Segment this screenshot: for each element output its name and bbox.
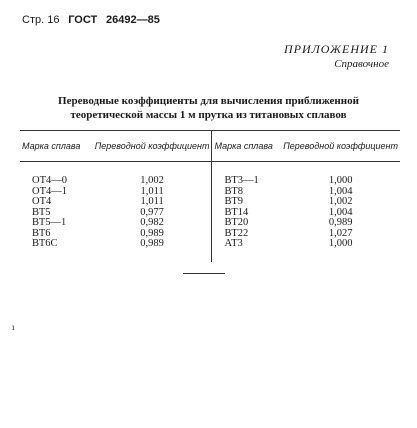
table-row <box>20 176 400 187</box>
header-alloy-grade-1: Марка сплава <box>20 131 93 162</box>
table-row <box>20 218 400 229</box>
table-row <box>20 197 400 208</box>
coefficient-cell: 1,002 <box>93 176 212 187</box>
coefficient-cell: 0,989 <box>93 239 212 262</box>
coefficient-cell: 1,027 <box>328 227 353 239</box>
coefficient-cell: 1,011 <box>93 197 212 208</box>
alloy-grade-cell: ВТ6С <box>32 238 58 249</box>
alloy-grade-cell: АТ3 <box>224 238 243 249</box>
alloy-grade-cell: ВТ9 <box>224 196 243 207</box>
page-header <box>22 14 160 26</box>
coefficient-cell: 1,002 <box>328 196 353 207</box>
standard-label: ГОСТ <box>68 14 98 26</box>
table-header-row <box>20 131 400 162</box>
header-alloy-grade-2: Марка сплава <box>212 131 281 162</box>
appendix-title: ПРИЛОЖЕНИЕ 1 <box>284 42 389 56</box>
table-title <box>20 94 397 122</box>
alloy-grade-cell: ВТ3—1 <box>224 175 259 186</box>
coefficient-cell: 0,982 <box>93 218 212 229</box>
alloy-grade-cell: ОТ4—0 <box>32 175 67 186</box>
table-row <box>20 239 400 262</box>
coefficient-cell: 0,977 <box>93 208 212 219</box>
coefficient-cell: 0,989 <box>328 217 353 228</box>
coefficient-cell: 1,004 <box>328 185 353 197</box>
closing-rule <box>183 273 225 274</box>
coefficient-cell: 1,000 <box>328 238 353 249</box>
appendix-label <box>284 42 389 70</box>
header-coefficient-1: Переводной коэффициент <box>93 131 212 162</box>
alloy-grade-cell: ВТ5 <box>32 206 51 218</box>
table-title-line-2: теоретической массы 1 м прутка из титановых сплавов <box>70 109 347 121</box>
alloy-grade-cell: ВТ5—1 <box>32 217 67 228</box>
alloy-grade-cell: ОТ4 <box>32 196 52 207</box>
standard-number: 26492—85 <box>106 14 160 26</box>
margin-mark: ı <box>12 322 15 332</box>
alloy-grade-cell: ВТ8 <box>224 185 243 197</box>
header-coefficient-2: Переводной коэффициент <box>281 131 400 162</box>
table-title-line-1: Переводные коэффициенты для вычисления приближенной <box>58 95 359 107</box>
page-number: Стр. 16 <box>22 14 60 26</box>
appendix-subtitle: Справочное <box>334 58 389 70</box>
alloy-grade-cell: ВТ14 <box>224 206 249 218</box>
coefficients-table <box>20 130 400 262</box>
alloy-grade-cell: ВТ20 <box>224 217 249 228</box>
alloy-grade-cell: ВТ6 <box>32 227 51 239</box>
coefficient-cell: 1,004 <box>328 206 353 218</box>
coefficient-cell: 1,011 <box>93 187 212 198</box>
table-spacer-row <box>20 162 400 177</box>
alloy-grade-cell: ОТ4—1 <box>32 185 67 197</box>
coefficient-cell: 1,000 <box>328 175 353 186</box>
coefficient-cell: 0,989 <box>93 229 212 240</box>
alloy-grade-cell: ВТ22 <box>224 227 249 239</box>
